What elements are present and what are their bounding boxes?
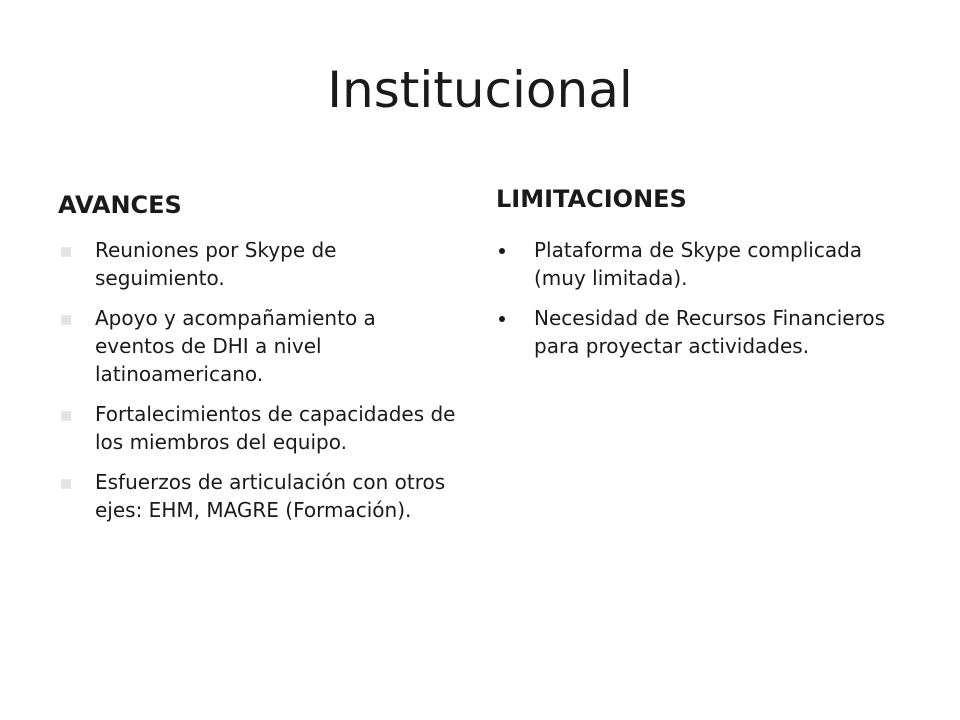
- avances-item-text: Fortalecimientos de capacidades de los miembros del equipo.: [95, 402, 456, 454]
- avances-item-text: Esfuerzos de articulación con otros ejes: EHM, MAGRE (Formación).: [95, 470, 446, 522]
- square-bullet-icon: [61, 247, 71, 257]
- avances-item: [58, 468, 458, 524]
- dot-bullet-icon: [499, 316, 505, 322]
- avances-heading: AVANCES: [58, 191, 182, 219]
- limitaciones-heading: LIMITACIONES: [496, 185, 687, 213]
- limitaciones-item: [496, 304, 916, 360]
- limitaciones-item-text: Plataforma de Skype complicada (muy limitada).: [534, 238, 863, 290]
- slide-title: Institucional: [327, 61, 633, 119]
- limitaciones-item: [496, 236, 916, 292]
- limitaciones-item-text: Necesidad de Recursos Financieros para proyectar actividades.: [534, 306, 886, 358]
- avances-item: [58, 236, 458, 292]
- avances-list: [58, 236, 458, 536]
- avances-item: [58, 400, 458, 456]
- square-bullet-icon: [61, 315, 71, 325]
- square-bullet-icon: [61, 411, 71, 421]
- dot-bullet-icon: [499, 248, 505, 254]
- square-bullet-icon: [61, 479, 71, 489]
- avances-item-text: Apoyo y acompañamiento a eventos de DHI a nivel latinoamericano.: [95, 306, 376, 386]
- limitaciones-list: [496, 236, 916, 372]
- avances-item-text: Reuniones por Skype de seguimiento.: [95, 238, 337, 290]
- avances-item: [58, 304, 458, 388]
